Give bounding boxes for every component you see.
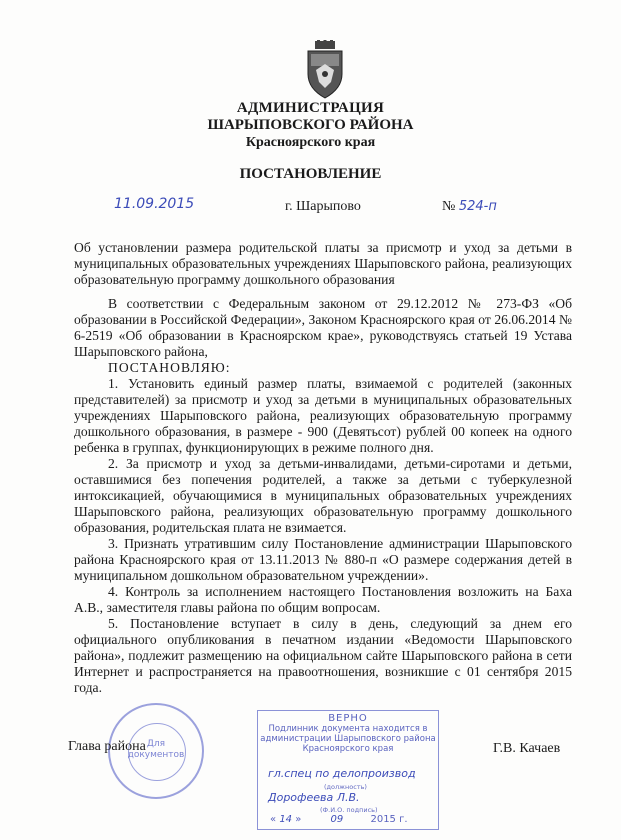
stamp-line-1: Подлинник документа находится в [268, 724, 428, 734]
organization-region: Красноярского края [245, 135, 376, 150]
round-seal-line-2: документов [127, 750, 185, 760]
clause-1: 1. Установить единый размер платы, взимаемой с родителей (законных представителей) за присмотр и уход за детьми в муниципальных образовательных учреждениях Шарыповского района, реализующих образовательную программу дошкольного образования, в размере - 900 (Девятьсот) рублей 00 копеек на одного ребенка в группах, функционирующих в режиме полного дня. [74, 376, 572, 455]
organization-district: ШАРЫПОВСКОГО РАЙОНА [207, 117, 414, 133]
clause-2: 2. За присмотр и уход за детьми-инвалидами, детьми-сиротами и детьми, оставшимися без попечения родителей, а также за детьми с туберкулезной интоксикацией, обучающимися в муниципальных образовательных учреждениях Шарыповского района, реализующих образовательную программу дошкольного образования, родительская плата не взимается. [74, 456, 572, 535]
stamp-position-caption: (должность) [324, 783, 367, 791]
document-date: 11.09.2015 [114, 196, 195, 212]
resolve-heading: ПОСТАНОВЛЯЮ: [108, 360, 231, 375]
stamp-line-2: администрации Шарыповского района [260, 734, 436, 744]
signature-name: Г.В. Качаев [493, 741, 561, 756]
round-seal-line-1: Для [146, 739, 166, 749]
organization-name: АДМИНИСТРАЦИЯ [236, 100, 385, 116]
preamble-paragraph: В соответствии с Федеральным законом от 29.12.2012 № 273-ФЗ «Об образовании в Российской Федерации», Законом Красноярского края от 26.06.2014 № 6-2519 «Об образовании в Красноярском крае», руководствуясь статьей 19 Устава Шарыповского района, [74, 296, 572, 359]
stamp-date-month: 09 [330, 814, 344, 825]
stamp-name-caption: (Ф.И.О. подпись) [320, 806, 378, 814]
document-body [74, 296, 572, 696]
clause-4: 4. Контроль за исполнением настоящего Постановления возложить на Баха А.В., заместителя главы района по общим вопросам. [74, 584, 572, 615]
stamp-date-year: 2015 г. [370, 814, 408, 825]
stamp-position-handwritten: гл.спец по делопроизвод [268, 767, 416, 780]
signature-title: Глава района [68, 739, 146, 754]
number-value: 524-п [458, 199, 497, 214]
certified-copy-stamp [257, 710, 439, 830]
document-subject: Об установлении размера родительской платы за присмотр и уход за детьми в муниципальных образовательных учреждениях Шарыповского района, реализующих образовательную программу дошкольного образования [74, 240, 572, 287]
stamp-date-day: 14 [279, 814, 293, 825]
stamp-name-handwritten: Дорофеева Л.В. [268, 791, 360, 804]
stamp-line-3: Красноярского края [302, 744, 394, 754]
document-number [442, 199, 497, 215]
document-type-title: ПОСТАНОВЛЕНИЕ [239, 166, 382, 182]
document-city: г. Шарыпово [285, 199, 361, 214]
stamp-date: « 14 » 09 2015 г. [270, 814, 408, 825]
coat-of-arms-emblem [302, 40, 348, 100]
clause-3: 3. Признать утратившим силу Постановление администрации Шарыповского района Красноярского края от 13.11.2013 № 880-п «О размере содержания детей в муниципальном дошкольном образовательном учреждении». [74, 536, 572, 583]
stamp-heading: ВЕРНО [328, 713, 368, 724]
number-sign: № [442, 199, 456, 214]
clause-5: 5. Постановление вступает в силу в день, следующий за днем его официального опубликования в печатном издании «Ведомости Шарыповского района», подлежит размещению на официальном сайте Шарыповского района в сети Интернет и распространяется на правоотношения, возникшие с 01 сентября 2015 года. [74, 616, 572, 695]
